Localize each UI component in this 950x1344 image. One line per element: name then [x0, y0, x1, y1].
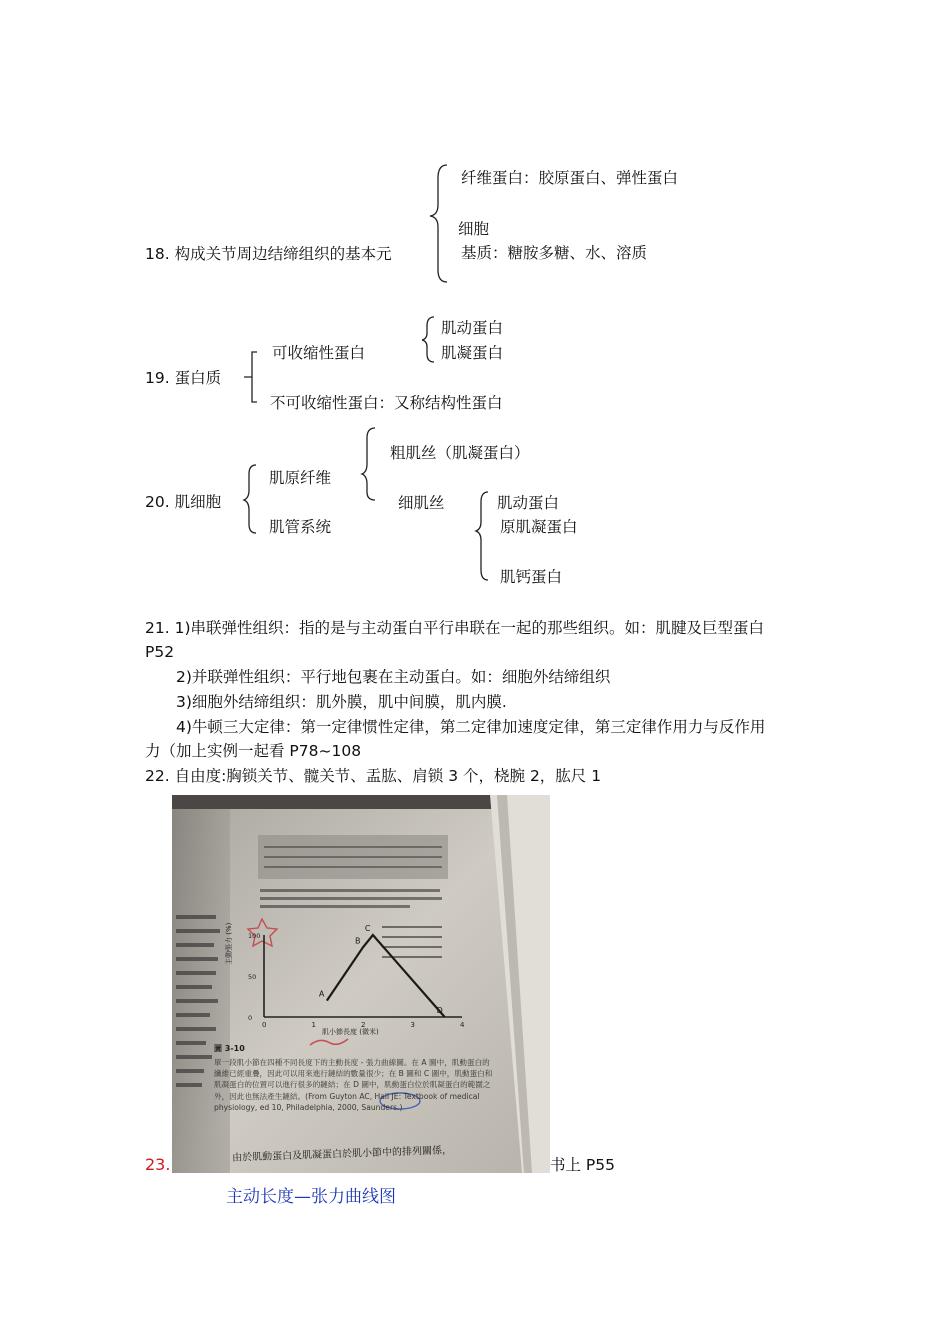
item-19-myosin: 肌凝蛋白 [441, 344, 504, 362]
curve-point-label: B [355, 936, 361, 946]
item-20-actin: 肌动蛋白 [497, 494, 560, 512]
item-23-caption: 主动长度—张力曲线图 [226, 1187, 396, 1207]
item-22-line: 22. 自由度:胸锁关节、髋关节、盂肱、肩锁 3 个，桡腕 2，肱尺 1 [145, 767, 602, 785]
item-19-contractile: 可收缩性蛋白 [272, 344, 366, 362]
y-tick-label: 100 [248, 932, 261, 940]
photo-figure-label: 圖 3-10 [214, 1044, 245, 1053]
item-18-cell: 细胞 [458, 220, 490, 238]
item-21-line4: 4)牛顿三大定律：第一定律惯性定律，第二定律加速度定律，第三定律作用力与反作用 [176, 718, 766, 736]
item-21-line4b: 力（加上实例一起看 P78~108 [145, 742, 362, 760]
item-23-number: 23. [145, 1155, 171, 1174]
item-19-actin: 肌动蛋白 [441, 319, 504, 337]
brace-19-inner [422, 317, 434, 362]
item-20-myofibril: 肌原纤维 [269, 469, 332, 487]
curve-point-label: A [318, 989, 325, 999]
item-21-line1: 21. 1)串联弹性组织：指的是与主动蛋白平行串联在一起的那些组织。如：肌腱及巨型蛋白 [145, 619, 764, 637]
item-21-line3: 3)细胞外结缔组织：肌外膜，肌中间膜，肌内膜. [176, 693, 507, 711]
item-23-book-ref: 书上 P55 [550, 1156, 615, 1174]
brace-20-thin [476, 492, 488, 580]
curve-point-label: C [364, 924, 371, 933]
brace-18 [430, 165, 447, 282]
photo-y-axis-label: 主動張力 (%) [225, 922, 233, 965]
textbook-photo [172, 795, 550, 1173]
item-20-troponin: 肌钙蛋白 [500, 568, 563, 586]
x-tick-label: 1 [311, 1021, 316, 1029]
item-20-thin: 细肌丝 [398, 494, 445, 512]
photo-figure-caption: 單一段肌小節在四種不同長度下的主動長度 - 張力曲線圖。在 A 圖中，肌動蛋白的纖維已經重疊，因此可以用來進行鏈結的數量很少；在 B 圖和 C 圖中，肌動蛋白和肌凝蛋白的位置可以進行很多的鏈結；在 D 圖中，肌動蛋白位於肌凝蛋白的範圍之外，因此也無法產生鏈結。(From Guyton AC, Hall JE: Textbook of medical physiology, ed 10, Philadelphia, 2000, Saunders.) [214, 1058, 493, 1112]
item-19-label: 19. 蛋白质 [145, 369, 222, 387]
y-tick-label: 50 [248, 973, 257, 981]
item-20-thick: 粗肌丝（肌凝蛋白） [390, 444, 530, 462]
item-20-tropomyosin: 原肌凝蛋白 [500, 518, 578, 536]
item-18-fiber: 纤维蛋白：胶原蛋白、弹性蛋白 [461, 169, 679, 187]
x-tick-label: 4 [460, 1021, 465, 1029]
item-20-tubule: 肌管系统 [269, 518, 332, 536]
item-21-line1b: P52 [145, 643, 175, 661]
item-18-matrix: 基质：糖胺多糖、水、溶质 [461, 244, 648, 262]
curve-point-label: D [436, 1006, 443, 1015]
y-tick-label: 0 [248, 1014, 253, 1022]
item-21-line2: 2)并联弹性组织：平行地包裹在主动蛋白。如：细胞外结缔组织 [176, 668, 611, 686]
x-tick-label: 3 [410, 1021, 415, 1029]
x-tick-label: 2 [361, 1021, 366, 1029]
bracket-19 [244, 352, 257, 402]
photo-x-axis-label: 肌小節長度 (微米) [322, 1028, 379, 1036]
brace-20 [244, 465, 256, 533]
item-18-label: 18. 构成关节周边结缔组织的基本元 [145, 245, 392, 263]
x-tick-label: 0 [262, 1021, 267, 1029]
brace-20-myofibril [362, 428, 375, 500]
item-20-label: 20. 肌细胞 [145, 493, 222, 511]
item-19-noncontractile: 不可收缩性蛋白：又称结构性蛋白 [270, 394, 503, 412]
photo-bottom-text: 由於肌動蛋白及肌凝蛋白於肌小節中的排列關係， [231, 1145, 453, 1164]
